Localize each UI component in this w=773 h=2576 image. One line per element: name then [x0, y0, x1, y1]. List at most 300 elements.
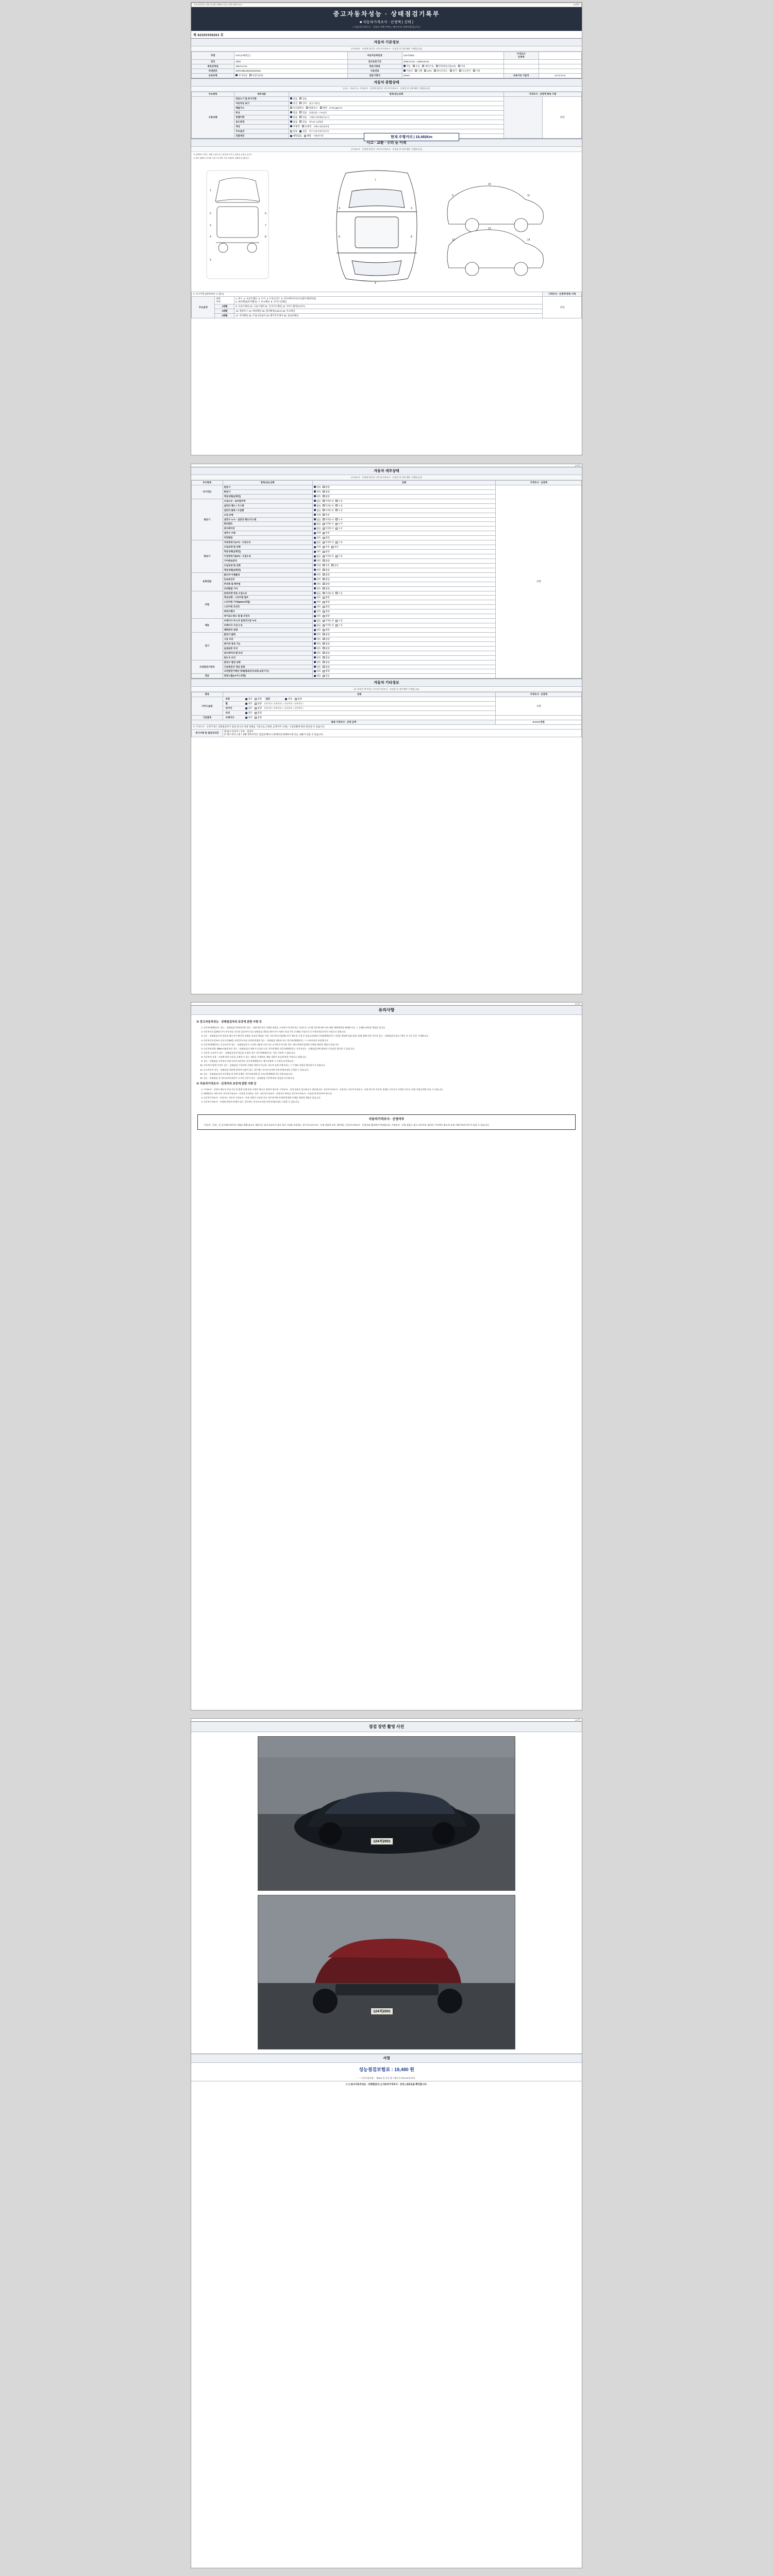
checkbox-양호[interactable]: 양호	[314, 629, 321, 632]
basic-label-4: 보증유형	[192, 73, 234, 78]
checkbox-불량[interactable]: 불량	[323, 647, 330, 650]
transmission-manual[interactable]: 수동	[413, 65, 420, 68]
warranty-options[interactable]	[234, 73, 348, 78]
checkbox-양호[interactable]: 양호	[314, 656, 321, 659]
checkbox-양호[interactable]: 양호	[314, 610, 321, 613]
checkbox-부족[interactable]: 부족	[323, 514, 330, 517]
detail-item-name: 커먼레일	[223, 536, 312, 540]
accident-parts-table	[191, 292, 582, 318]
table-row	[192, 485, 582, 489]
detail-item-name: 시동 모터	[223, 637, 312, 641]
checkbox-불량[interactable]: 불량	[323, 569, 330, 572]
brake-good[interactable]: 양호	[245, 716, 253, 719]
checkbox-적정[interactable]: 적정	[314, 546, 321, 549]
declaration-body: 「자동차 · 산정」은 실거래가격이며 거래를 위해 참고로 제공되는 참고자료로서 검사 검사 가격을 보증하는 것이 아니며 조사 · 산정 내용과 다른 경우에는 자동차가격조사 · 산정자와 협의하여 처리합니다. 가격조사 · 산정 결과는 참고 자료이며, 법적인 구속력은 없으며 실제 거래가격과 차이가 있을 수 있습니다.	[202, 1123, 490, 1126]
chk-yes-0[interactable]: 있음	[299, 97, 307, 100]
chk-chromatic[interactable]: 유채색	[302, 125, 311, 128]
warranty-insurer[interactable]: 보험사보증	[249, 74, 263, 77]
overall-row-opts-3[interactable]	[289, 110, 503, 115]
checkbox-양호[interactable]: 양호	[314, 642, 321, 646]
checkbox-과다[interactable]: 과다	[331, 564, 339, 567]
detail-item-options[interactable]	[312, 651, 496, 655]
checkbox-불량[interactable]: 불량	[323, 605, 330, 608]
checkbox-양호[interactable]: 양호	[314, 495, 321, 498]
table-row	[192, 52, 582, 60]
basic-value2-0: 124저2001	[402, 52, 503, 60]
table-row	[192, 309, 582, 314]
checkbox-없음[interactable]: 없음	[314, 500, 321, 503]
chk-same-1[interactable]: 동일	[290, 102, 297, 105]
detail-item-options[interactable]	[312, 572, 496, 577]
other-basic-group: 기본품목	[192, 716, 223, 720]
detail-item-options[interactable]	[312, 614, 496, 619]
detail-group-label: 변속기	[192, 540, 223, 573]
detail-item-name: 스티어링 조인트	[223, 605, 312, 609]
checkbox-불량[interactable]: 불량	[323, 666, 330, 669]
chk-achromatic[interactable]: 무채색	[290, 125, 299, 128]
overall-row-name-1: 자동차등 표기	[234, 101, 289, 106]
chk-yes-7[interactable]: 있음	[299, 130, 307, 133]
fee-label: 성능점검보험료 :	[359, 2067, 393, 2072]
checkbox-미세누수[interactable]: 미세누수	[323, 527, 334, 530]
detail-item-name: 자동변속기(A/T) - 오일누유	[223, 540, 312, 545]
checkbox-양호[interactable]: 양호	[314, 666, 321, 669]
checkbox-적정[interactable]: 적정	[314, 514, 321, 517]
overall-row-name-2: 배출가스	[234, 106, 289, 110]
checkbox-양호[interactable]: 양호	[314, 670, 321, 673]
other-row-2[interactable]	[223, 706, 496, 711]
checkbox-양호[interactable]: 양호	[314, 560, 321, 563]
detail-item-name: 등속죠인트	[223, 577, 312, 582]
checkbox-불량[interactable]: 불량	[323, 633, 330, 636]
checkbox-불량[interactable]: 불량	[323, 490, 330, 494]
table-row	[192, 730, 582, 737]
detail-item-name: 윈도우 모터	[223, 655, 312, 660]
page-mark-3: (3/4쪽)	[575, 1003, 580, 1005]
checkbox-누유[interactable]: 누유	[335, 509, 343, 512]
checkbox-없음[interactable]: 없음	[314, 518, 321, 521]
other-row-3[interactable]	[223, 711, 496, 716]
fuel-options[interactable]	[402, 69, 503, 73]
list-item: 3. 자동차가격조사 · 산정자는 자동차 가격조사 · 산정 내용이 사실과 다른 경우에 매수인에게 발생한 손해를 배상할 책임이 있습니다.	[204, 1096, 577, 1099]
tire-bad[interactable]: 불량	[255, 707, 262, 710]
detail-item-name: 냉각수 수량	[223, 531, 312, 536]
list-item: 12. 성능 · 상태점검자의 보증책임 및 관련 분쟁은 자동차관리법 및 소비자분쟁해결기준 등에 따릅니다.	[204, 1073, 577, 1076]
transmission-options[interactable]	[402, 64, 503, 69]
wheel-good[interactable]: 양호	[245, 702, 253, 705]
overall-col-0: 주요항목	[192, 92, 234, 96]
detail-item-options[interactable]	[312, 665, 496, 669]
detail-item-name: 오일유량 및 상태	[223, 563, 312, 568]
checkbox-없음[interactable]: 없음	[314, 674, 321, 677]
checkbox-불량[interactable]: 불량	[323, 652, 330, 655]
checkbox-미세누유[interactable]: 미세누유	[323, 509, 334, 512]
checkbox-미세누유[interactable]: 미세누유	[323, 504, 334, 507]
detail-item-options[interactable]	[312, 517, 496, 522]
basic-eval-3	[539, 59, 581, 64]
other-ext-bad[interactable]: 불량	[255, 698, 262, 701]
glass-good[interactable]: 양호	[245, 711, 253, 715]
detail-item-name: 연료누출(LP가스포함)	[223, 674, 312, 679]
detail-item-options[interactable]	[312, 674, 496, 679]
transmission-auto[interactable]: 자동	[404, 65, 411, 68]
detail-item-options[interactable]	[312, 577, 496, 582]
detail-item-options[interactable]	[312, 623, 496, 628]
overall-row-opts-2[interactable]	[289, 106, 503, 110]
checkbox-누유[interactable]: 누유	[335, 541, 343, 544]
checkbox-불량[interactable]: 불량	[323, 670, 330, 673]
other-col-0: 항목	[192, 692, 223, 697]
detail-item-options[interactable]	[312, 522, 496, 527]
list-item: 2. 매매업자는 매수인이 자동차가격조사 · 산정을 요청하는 경우, 자동차가격조사 · 산정자로 하여금 자동차가격조사 · 산정을 하게 하여야 합니다.	[204, 1092, 577, 1095]
detail-item-options[interactable]	[312, 527, 496, 531]
accident-parts-left: 1. 후드 2. 프론트휀더 3. 도어 4. 트렁크리드 5. 라디에이터서포트(볼트체결부품) 6. 쿼터패널(리어휀더) 7. 루프패널 8. 사이드실패널	[234, 297, 543, 304]
detail-item-name: 클러치 어셈블리	[223, 572, 312, 577]
detail-item-options[interactable]	[312, 513, 496, 517]
detail-item-options[interactable]	[312, 503, 496, 508]
detail-item-options[interactable]	[312, 494, 496, 499]
checkbox-미세누수[interactable]: 미세누수	[323, 518, 334, 521]
overall-row-opts-0[interactable]	[289, 96, 503, 101]
checkbox-양호[interactable]: 양호	[314, 596, 321, 599]
checkbox-미세누유[interactable]: 미세누유	[323, 541, 334, 544]
table-row	[192, 69, 582, 73]
table-row	[192, 725, 582, 730]
detail-item-options[interactable]	[312, 660, 496, 665]
checkbox-누유[interactable]: 누유	[335, 592, 343, 595]
basic-value-3: KMTA4B1SD2G3210164	[234, 69, 348, 73]
detail-item-options[interactable]	[312, 609, 496, 614]
fuel-etc[interactable]: 기타	[473, 70, 480, 73]
checkbox-누유[interactable]: 누유	[335, 504, 343, 507]
checkbox-양호[interactable]: 양호	[314, 573, 321, 577]
overall-row-opts-6[interactable]	[289, 124, 503, 129]
document-title: 중고자동차성능 · 상태점검기록부	[333, 10, 440, 18]
fuel-gasoline[interactable]: 가솔린	[404, 70, 413, 73]
checkbox-누유[interactable]: 누유	[335, 500, 343, 503]
svg-text:4: 4	[210, 235, 211, 239]
chk-none-5[interactable]: 없음	[290, 121, 297, 124]
detail-item-name: 라디에이터	[223, 527, 312, 531]
checkbox-양호[interactable]: 양호	[314, 633, 321, 636]
checkbox-미세누유[interactable]: 미세누유	[323, 592, 334, 595]
detail-item-options[interactable]	[312, 637, 496, 641]
other-row-1[interactable]	[223, 702, 496, 706]
accident-level-0: 외판 부위	[215, 297, 234, 304]
overall-row-sub-4: 수해침수|화재|전손|도난	[309, 116, 330, 118]
detail-group-label: 조향	[192, 591, 223, 619]
other-name-1: 휠	[224, 702, 245, 705]
detail-item-options[interactable]	[312, 600, 496, 605]
detail-item-name: 워터펌프	[223, 522, 312, 527]
checkbox-불량[interactable]: 불량	[323, 629, 330, 632]
checkbox-적정[interactable]: 적정	[314, 564, 321, 567]
table-row	[192, 292, 582, 297]
chk-none-7[interactable]: 없음	[290, 130, 297, 133]
chk-yes-5[interactable]: 있음	[299, 121, 307, 124]
svg-text:7: 7	[375, 179, 376, 182]
checkbox-부족[interactable]: 부족	[323, 564, 330, 567]
overall-row-sub-7: 썬루프|내비게이션|기타	[309, 130, 329, 133]
checkbox-양호[interactable]: 양호	[314, 605, 321, 608]
checkbox-누유[interactable]: 누유	[335, 624, 343, 627]
svg-text:11: 11	[527, 194, 530, 198]
checkbox-양호[interactable]: 양호	[314, 490, 321, 494]
detail-item-options[interactable]	[312, 641, 496, 646]
detail-item-options[interactable]	[312, 540, 496, 545]
overall-table	[191, 92, 582, 139]
overall-row-opts-1[interactable]	[289, 101, 503, 106]
detail-item-options[interactable]	[312, 536, 496, 540]
checkbox-양호[interactable]: 양호	[314, 486, 321, 489]
detail-item-name: 배력장치 상태	[223, 628, 312, 633]
checkbox-누유[interactable]: 누유	[335, 555, 343, 558]
detail-item-options[interactable]	[312, 582, 496, 586]
overall-row-opts-4[interactable]	[289, 115, 503, 120]
overall-section-sub: (사고 · 주유중고, 가격조사 · 산정액 항목은 자동차가격조사 · 산정을 한 경우에만 기재합니다)	[191, 87, 582, 92]
checkbox-과다[interactable]: 과다	[331, 546, 339, 549]
detail-item-name: 작동상태 - 스티어링 펌프	[223, 596, 312, 600]
other-name-2: 타이어	[224, 707, 245, 710]
chk-yes-3[interactable]: 있음	[299, 111, 307, 114]
list-item: 9. 성능 · 상태점검 기록부의 보관기간은 2년이며, 자동차매매업자는 매수인에게 그 사본을 교부합니다.	[204, 1060, 577, 1063]
checkbox-없음[interactable]: 없음	[314, 509, 321, 512]
checkbox-양호[interactable]: 양호	[314, 601, 321, 604]
detail-group-label: 고전원전기장치	[192, 660, 223, 674]
detail-item-options[interactable]	[312, 554, 496, 559]
chk-app-8[interactable]: 해당	[304, 134, 311, 138]
transmission-cvt[interactable]: 무단변속기(CVT)	[436, 65, 456, 68]
caution-sec2-title: ※ 자동차가격조사 · 산정자의 보증에 관한 사항 등	[196, 1082, 257, 1086]
detail-group-label: 제동	[192, 619, 223, 633]
detail-item-options[interactable]	[312, 531, 496, 536]
fuel-hybrid[interactable]: 하이브리드	[434, 70, 448, 73]
detail-item-options[interactable]	[312, 586, 496, 591]
checkbox-누수[interactable]: 누수	[335, 527, 343, 530]
chk-co[interactable]: 일산화탄소	[290, 107, 304, 110]
detail-item-options[interactable]	[312, 605, 496, 609]
checkbox-미세누유[interactable]: 미세누유	[323, 624, 334, 627]
tire-good[interactable]: 양호	[245, 707, 253, 710]
chk-none-4[interactable]: 없음	[290, 116, 297, 119]
detail-col-3: 가격조사 · 산정액	[496, 481, 582, 485]
fuel-lpg[interactable]: LPG	[424, 70, 431, 73]
checkbox-불량[interactable]: 불량	[323, 638, 330, 641]
transmission-semi[interactable]: 세미오토	[422, 65, 433, 68]
detail-item-options[interactable]	[312, 489, 496, 494]
checkbox-미세누유[interactable]: 미세누유	[323, 500, 334, 503]
emission-value: 0.7% ppm %	[329, 106, 343, 109]
detail-item-options[interactable]	[312, 669, 496, 674]
overall-row-sub-8: 이행|미이행	[313, 135, 324, 138]
checkbox-없음[interactable]: 없음	[314, 624, 321, 627]
checkbox-불량[interactable]: 불량	[323, 596, 330, 599]
document-note: [ 자동차가격조사 · 산정의 선택 여부는 매수인의 선택사항입니다 ]	[353, 26, 420, 28]
checkbox-불량[interactable]: 불량	[323, 601, 330, 604]
detail-group-label: 전기	[192, 632, 223, 660]
checkbox-양호[interactable]: 양호	[314, 615, 321, 618]
fuel-electric[interactable]: 전기	[450, 70, 457, 73]
checkbox-불량[interactable]: 불량	[323, 610, 330, 613]
other-eval-value-2	[496, 716, 582, 720]
checkbox-양호[interactable]: 양호	[314, 550, 321, 553]
checkbox-불량[interactable]: 불량	[323, 583, 330, 586]
svg-text:8: 8	[411, 235, 412, 239]
checkbox-불량[interactable]: 불량	[323, 550, 330, 553]
other-int-good[interactable]: 양호	[285, 698, 292, 701]
checkbox-누유[interactable]: 누유	[335, 619, 343, 622]
warranty-self[interactable]: 자가보증	[236, 74, 247, 77]
detail-item-options[interactable]	[312, 563, 496, 568]
checkbox-미세누유[interactable]: 미세누유	[323, 619, 334, 622]
other-sub-1: 운전석전 □ 동반석전 □ / 운전석후 □ 동반석후 □	[264, 703, 304, 705]
checkbox-불량[interactable]: 불량	[323, 573, 330, 577]
detail-item-name: 원동기	[223, 485, 312, 489]
basic-value2-1: 2026-11-01 ~ 2028-10-01	[402, 59, 503, 64]
chk-na-8[interactable]: 해당없음	[290, 134, 301, 138]
detail-item-options[interactable]	[312, 646, 496, 651]
checkbox-불량[interactable]: 불량	[323, 495, 330, 498]
detail-item-name: 추진축 및 베어링	[223, 582, 312, 586]
checkbox-부족[interactable]: 부족	[323, 532, 330, 535]
checkbox-없음[interactable]: 없음	[314, 504, 321, 507]
other-name-4: 브레이크	[224, 716, 245, 719]
other-ext-good[interactable]: 양호	[245, 698, 253, 701]
other-section-title: 자동차 기타정보	[191, 679, 582, 687]
engine-type-value: G4KH	[402, 73, 503, 78]
detail-item-options[interactable]	[312, 596, 496, 600]
svg-text:4: 4	[375, 282, 376, 285]
wheel-bad[interactable]: 불량	[255, 702, 262, 705]
fuel-diesel[interactable]: 디젤	[415, 70, 422, 73]
other-row-4[interactable]	[223, 716, 496, 720]
checkbox-없음[interactable]: 없음	[314, 619, 321, 622]
checkbox-없음[interactable]: 없음	[314, 555, 321, 558]
declaration-title: 자동차가격조사 · 산정여부	[368, 1117, 405, 1121]
basic-label2-4: 원동기형식	[347, 73, 402, 78]
svg-text:13: 13	[488, 227, 491, 231]
checkbox-양호[interactable]: 양호	[314, 569, 321, 572]
detail-item-options[interactable]	[312, 499, 496, 503]
checkbox-없음[interactable]: 없음	[314, 522, 321, 526]
checkbox-불량[interactable]: 불량	[323, 486, 330, 489]
list-item: 3. 성능 · 상태점검자의 내용과 매수인이 확인한 상태를 비교할 책임을 지며, 자동차인도일(매도인이 매도일 구입 등 있습니다)에서 산정(매매업자가 기입한 책임에 물품 환불 등)에 대해 의한 자동차 성능 · 상태점검의 취소 / 확인 전 기준 등은 기재합니다.	[204, 1035, 577, 1038]
detail-item-options[interactable]	[312, 628, 496, 633]
checkbox-불량[interactable]: 불량	[323, 615, 330, 618]
checkbox-부족[interactable]: 부족	[323, 546, 330, 549]
detail-item-options[interactable]	[312, 655, 496, 660]
checkbox-불량[interactable]: 불량	[323, 536, 330, 539]
other-int-bad[interactable]: 불량	[295, 698, 302, 701]
chk-smoke[interactable]: 매연	[320, 107, 327, 110]
detail-item-options[interactable]	[312, 591, 496, 596]
checkbox-불량[interactable]: 불량	[323, 656, 330, 659]
checkbox-불량[interactable]: 불량	[323, 587, 330, 590]
detail-item-name: 작동상태(공회전)	[223, 550, 312, 554]
overall-row-name-4: 특별이력	[234, 115, 289, 120]
checkbox-적정[interactable]: 적정	[314, 532, 321, 535]
basic-section-title: 자동차 기본정보	[191, 38, 582, 46]
detail-group-label: 원동기	[192, 499, 223, 540]
overall-eval-value: 선택	[543, 96, 582, 139]
svg-text:12: 12	[452, 239, 455, 242]
basic-eval-5	[539, 64, 581, 69]
detail-item-options[interactable]	[312, 619, 496, 623]
detail-item-options[interactable]	[312, 632, 496, 637]
detail-item-name: 브레이크 마스터 실린더오일 누유	[223, 619, 312, 623]
checkbox-없음[interactable]: 없음	[314, 592, 321, 595]
detail-item-options[interactable]	[312, 568, 496, 572]
brake-bad[interactable]: 불량	[255, 716, 262, 719]
table-row	[192, 59, 582, 64]
checkbox-양호[interactable]: 양호	[314, 652, 321, 655]
checkbox-누수[interactable]: 누수	[335, 518, 343, 521]
detail-item-name: 기어변속장치	[223, 558, 312, 563]
checkbox-양호[interactable]: 양호	[314, 536, 321, 539]
caution-sec1-title: ※ 중고자동차성능 · 상태점검자의 보증에 관한 사항 등	[196, 1021, 262, 1024]
checkbox-양호[interactable]: 양호	[314, 583, 321, 586]
fuel-hydrogen[interactable]: 수소전기	[459, 70, 470, 73]
sheet1-topbar	[191, 3, 582, 7]
other-name2-0: 내장	[264, 698, 284, 701]
fee-row	[191, 2063, 582, 2076]
checkbox-없음[interactable]: 없음	[314, 527, 321, 530]
checkbox-미세누수[interactable]: 미세누수	[323, 522, 334, 526]
overall-row-opts-5[interactable]	[289, 120, 503, 124]
mileage-callout: 현재 주행거리 | 19,492Km	[364, 133, 459, 141]
checkbox-불량[interactable]: 불량	[323, 578, 330, 581]
checkbox-불량[interactable]: 불량	[323, 661, 330, 664]
checkbox-불량[interactable]: 불량	[323, 560, 330, 563]
photo-2-illustration	[258, 1895, 515, 2049]
svg-text:3: 3	[339, 207, 340, 211]
detail-item-options[interactable]	[312, 485, 496, 489]
checkbox-있음[interactable]: 있음	[323, 674, 330, 677]
other-row-0[interactable]	[223, 697, 496, 702]
overall-group-label: 사용상태	[192, 96, 234, 139]
chk-none-3[interactable]: 없음	[290, 111, 297, 114]
checkbox-누수[interactable]: 누수	[335, 522, 343, 526]
checkbox-양호[interactable]: 양호	[314, 647, 321, 650]
chk-none-0[interactable]: 없음	[290, 97, 297, 100]
detail-item-options[interactable]	[312, 545, 496, 550]
detail-item-options[interactable]	[312, 508, 496, 513]
checkbox-양호[interactable]: 양호	[314, 638, 321, 641]
chk-diff-1[interactable]: 상이	[299, 102, 307, 105]
glass-bad[interactable]: 불량	[255, 711, 262, 715]
chk-yes-4[interactable]: 있음	[299, 116, 307, 119]
detail-item-options[interactable]	[312, 550, 496, 554]
accident-frame-val-0: 9. 프론트패널 10. 크로스멤버 11. 인사이드패널 12. 사이드멤버(프론트)	[234, 304, 543, 309]
detail-col-1: 항목/성능상태	[223, 481, 312, 485]
checkbox-없음[interactable]: 없음	[314, 541, 321, 544]
basic-section-sub: (가격조사 · 산정액 항목은 자동차가격조사 · 산정을 한 경우에만 기재합니다)	[191, 46, 582, 52]
sheet-3	[191, 1002, 582, 1710]
checkbox-미세누유[interactable]: 미세누유	[323, 555, 334, 558]
checkbox-양호[interactable]: 양호	[314, 661, 321, 664]
overall-col-2: 항목/성능상태	[289, 92, 503, 96]
detail-item-options[interactable]	[312, 558, 496, 563]
total-value: 0 0 0 0 만원	[496, 720, 582, 725]
transmission-etc[interactable]: 기타	[458, 65, 465, 68]
table-row	[192, 697, 582, 702]
checkbox-양호[interactable]: 양호	[314, 587, 321, 590]
detail-table	[191, 480, 582, 679]
checkbox-양호[interactable]: 양호	[314, 578, 321, 581]
checkbox-불량[interactable]: 불량	[323, 642, 330, 646]
chk-hc[interactable]: 탄화수소	[306, 107, 317, 110]
detail-item-name: 타이로드엔드 및 볼 조인트	[223, 614, 312, 619]
